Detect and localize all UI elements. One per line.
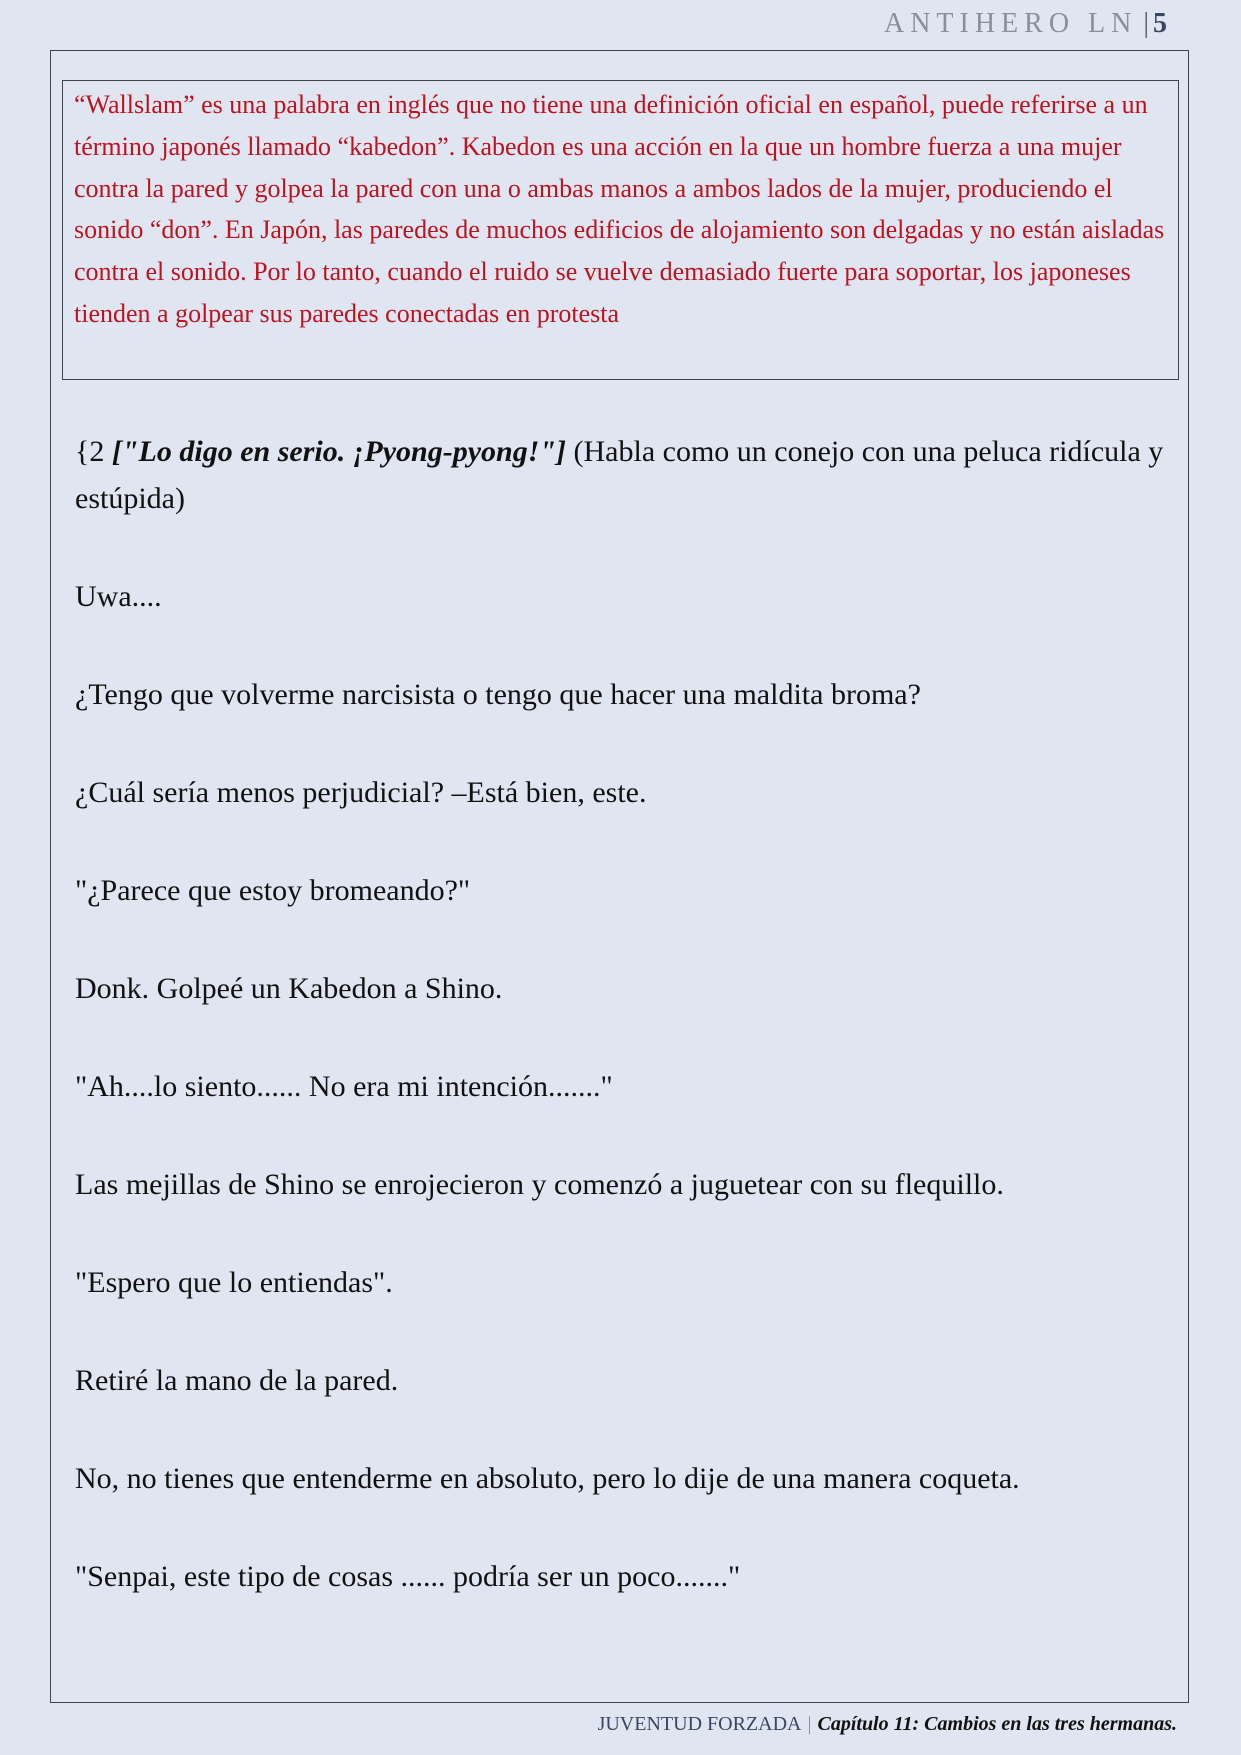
paragraph-suffix: (Habla como un conejo con una peluca ridícula y estúpida) — [75, 435, 1164, 515]
paragraph: "Ah....lo siento...... No era mi intención......." — [75, 1070, 613, 1103]
emphasized-quote: ["Lo digo en serio. ¡Pyong-pyong!"] — [111, 435, 567, 468]
book-title: JUVENTUD FORZADA — [597, 1713, 802, 1735]
header-title: ANTIHERO LN — [883, 8, 1138, 39]
paragraph: Uwa.... — [75, 580, 162, 613]
translator-note-text: “Wallslam” es una palabra en inglés que no tiene una definición oficial en español, puede referirse a un término japonés llamado “kabedon”. Kabedon es una acción en la que un hombre fuerza a una mujer contra la pared y golpea la pared con una o ambas manos a ambos lados de la mujer, produciendo el sonido “don”. En Japón, las paredes de muchos edificios de alojamiento son delgadas y no están aisladas contra el sonido. Por lo tanto, cuando el ruido se vuelve demasiado fuerte para soportar, los japoneses tienden a golpear sus paredes conectadas en protesta — [74, 90, 1165, 328]
chapter-title: Capítulo 11: Cambios en las tres hermanas. — [817, 1713, 1177, 1735]
paragraph: Retiré la mano de la pared. — [75, 1364, 399, 1397]
paragraph: "Senpai, este tipo de cosas ...... podría ser un poco......." — [75, 1560, 741, 1593]
translator-note-box — [62, 80, 1179, 380]
paragraph: No, no tienes que entenderme en absoluto, pero lo dije de una manera coqueta. — [75, 1462, 1020, 1495]
paragraph: Las mejillas de Shino se enrojecieron y comenzó a juguetear con su flequillo. — [75, 1168, 1004, 1201]
paragraph-prefix: {2 — [75, 435, 112, 468]
paragraph: "Espero que lo entiendas". — [75, 1266, 393, 1299]
paragraph: Donk. Golpeé un Kabedon a Shino. — [75, 972, 503, 1005]
paragraph: "¿Parece que estoy bromeando?" — [75, 874, 471, 907]
paragraph — [75, 428, 1165, 522]
page-number: 5 — [1153, 8, 1167, 39]
story-body — [75, 428, 1165, 1651]
paragraph: ¿Tengo que volverme narcisista o tengo que hacer una maldita broma? — [75, 678, 921, 711]
footer-separator: | — [807, 1713, 812, 1735]
page-footer — [598, 1710, 1177, 1738]
header-separator: | — [1143, 8, 1149, 39]
page-header — [884, 6, 1167, 42]
paragraph: ¿Cuál sería menos perjudicial? –Está bien, este. — [75, 776, 647, 809]
